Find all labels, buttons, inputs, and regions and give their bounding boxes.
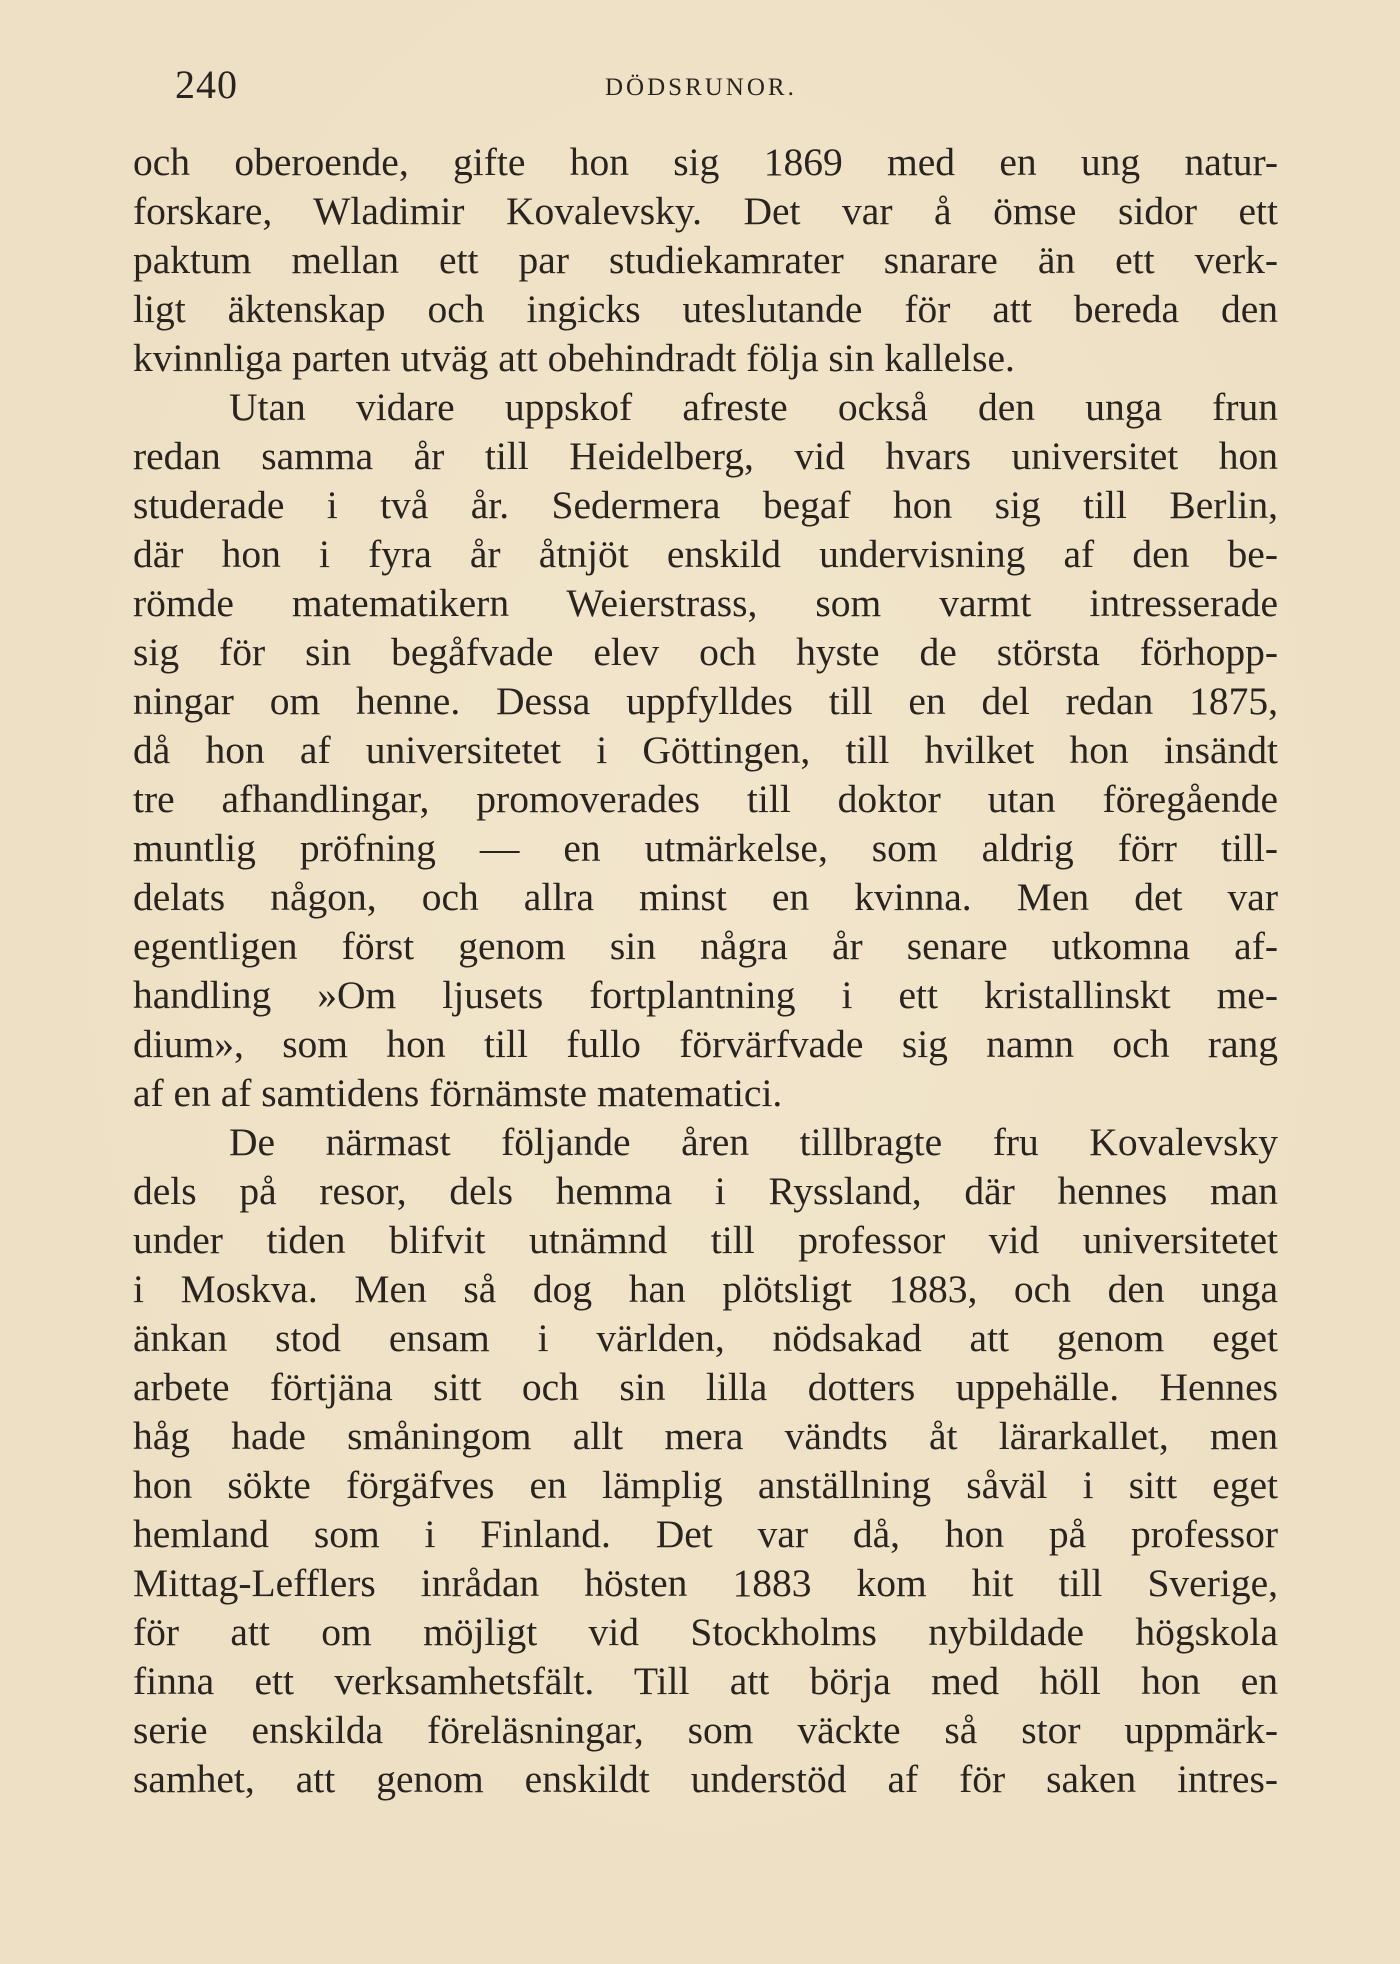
text-line: muntlig pröfning — en utmärkelse, som aldrig förr till- xyxy=(133,826,1278,870)
text-line: i Moskva. Men så dog han plötsligt 1883, och den unga xyxy=(133,1267,1278,1311)
text-line: delats någon, och allra minst en kvinna. Men det var xyxy=(133,875,1278,919)
text-line: studerade i två år. Sedermera begaf hon sig till Berlin, xyxy=(133,483,1278,527)
text-line: Mittag-Lefflers inrådan hösten 1883 kom hit till Sverige, xyxy=(133,1561,1278,1605)
text-line: håg hade småningom allt mera vändts åt lärarkallet, men xyxy=(133,1414,1278,1458)
running-head: DÖDSRUNOR. xyxy=(605,74,797,101)
text-line: redan samma år till Heidelberg, vid hvars universitet hon xyxy=(133,434,1278,478)
page-number: 240 xyxy=(175,62,238,107)
text-line: ningar om henne. Dessa uppfylldes till en del redan 1875, xyxy=(133,679,1278,723)
page-header xyxy=(175,60,1275,110)
text-line: dels på resor, dels hemma i Ryssland, där hennes man xyxy=(133,1169,1278,1213)
text-line: hon sökte förgäfves en lämplig anställning såväl i sitt eget xyxy=(133,1463,1278,1507)
text-line: römde matematikern Weierstrass, som varmt intresserade xyxy=(133,581,1278,625)
text-line: ligt äktenskap och ingicks uteslutande för att bereda den xyxy=(133,287,1278,331)
text-line: kvinnliga parten utväg att obehindradt följa sin kallelse. xyxy=(133,336,1015,380)
text-line: hemland som i Finland. Det var då, hon på professor xyxy=(133,1512,1278,1556)
text-line: sig för sin begåfvade elev och hyste de största förhopp- xyxy=(133,630,1278,674)
text-line: af en af samtidens förnämste matematici. xyxy=(133,1071,783,1115)
text-line: forskare, Wladimir Kovalevsky. Det var å ömse sidor ett xyxy=(133,189,1278,233)
text-line: handling »Om ljusets fortplantning i ett kristallinskt me- xyxy=(133,973,1278,1017)
text-line: arbete förtjäna sitt och sin lilla dotters uppehälle. Hennes xyxy=(133,1365,1278,1409)
text-line: serie enskilda föreläsningar, som väckte så stor uppmärk- xyxy=(133,1708,1278,1752)
text-line: finna ett verksamhetsfält. Till att börja med höll hon en xyxy=(133,1659,1278,1703)
text-line: och oberoende, gifte hon sig 1869 med en ung natur- xyxy=(133,140,1278,184)
body-text xyxy=(133,138,1278,1804)
text-line: för att om möjligt vid Stockholms nybildade högskola xyxy=(133,1610,1278,1654)
text-line: då hon af universitetet i Göttingen, till hvilket hon insändt xyxy=(133,728,1278,772)
text-line: De närmast följande åren tillbragte fru Kovalevsky xyxy=(229,1120,1278,1164)
text-line: paktum mellan ett par studiekamrater snarare än ett verk- xyxy=(133,238,1278,282)
text-line: dium», som hon till fullo förvärfvade sig namn och rang xyxy=(133,1022,1278,1066)
text-line: samhet, att genom enskildt understöd af för saken intres- xyxy=(133,1757,1278,1801)
text-line: Utan vidare uppskof afreste också den unga frun xyxy=(229,385,1278,429)
text-line: egentligen först genom sin några år senare utkomna af- xyxy=(133,924,1278,968)
text-line: tre afhandlingar, promoverades till doktor utan föregående xyxy=(133,777,1278,821)
text-line: änkan stod ensam i världen, nödsakad att genom eget xyxy=(133,1316,1278,1360)
text-line: under tiden blifvit utnämnd till professor vid universitetet xyxy=(133,1218,1278,1262)
text-line: där hon i fyra år åtnjöt enskild undervisning af den be- xyxy=(133,532,1278,576)
